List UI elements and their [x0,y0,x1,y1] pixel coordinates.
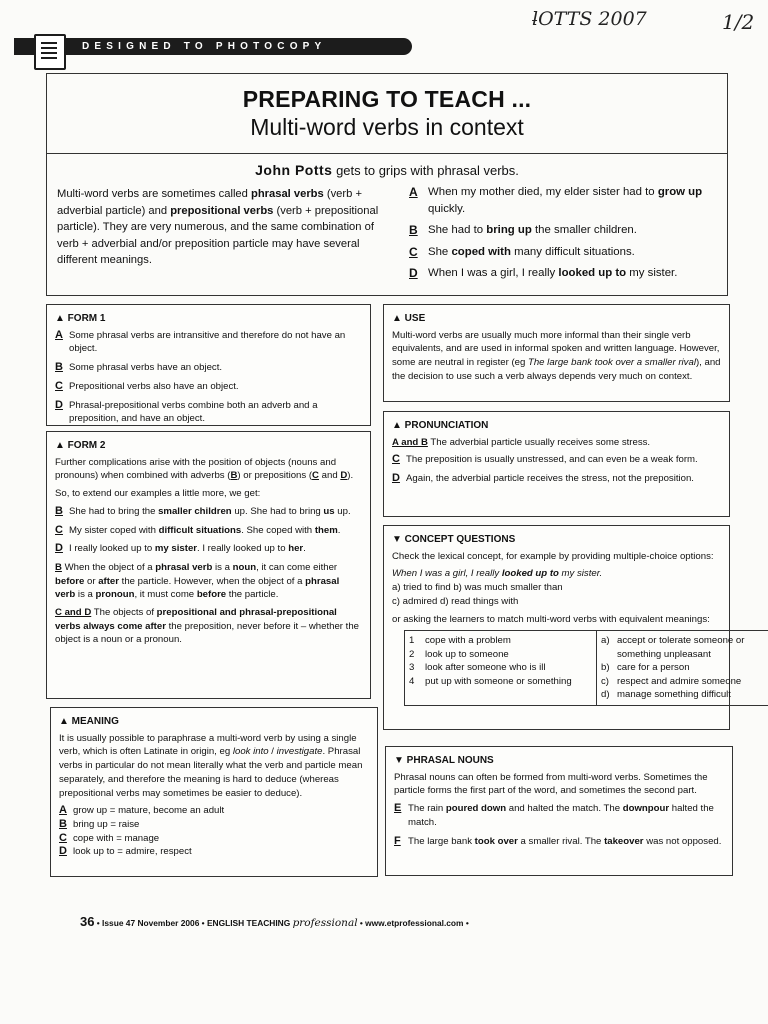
intro-box [46,154,728,296]
meaning-item: C cope with = manage [59,831,160,844]
use-text: Multi-word verbs are usually much more informal than their single verb equivalents, and are used in informal spoken and written language. However, some are neutral in register (eg The large bank took over a smaller rival), and the decision to use such a verb always depends very much on context. [392,329,721,382]
handwritten-page-number: 1/2 [722,10,755,34]
meaning-text: It is usually possible to paraphrase a multi-word verb by using a single verb, which is often Latinate in origin, eg look into / investigate. Phrasal verbs in particular do not mean literally what the verb and particle mean separately, and therefore the meaning is hard to deduce (whereas prepositional verbs may sometimes be easier to deduce). [59,732,363,799]
matching-verb: 4 put up with someone or something [409,675,572,687]
form2-example: D I really looked up to my sister. I really looked up to her. [55,542,306,555]
matching-verb: 2 look up to someone [409,648,509,660]
pronunciation-item: D Again, the adverbial particle receives the stress, not the preposition. [392,472,694,485]
example-item: C She coped with many difficult situations. [409,244,635,259]
use-heading: ▲ USE [392,313,426,324]
form1-item: B Some phrasal verbs have an object. [55,361,223,374]
phrasal-nouns-heading: ▼ PHRASAL NOUNS [394,755,494,766]
meaning-box [50,707,378,877]
matching-meaning: d) manage something difficult [601,689,731,701]
form2-heading: ▲ FORM 2 [55,440,106,451]
example-item: B She had to bring up the smaller children. [409,223,637,237]
meaning-item: D look up to = admire, respect [59,845,192,858]
footer-issue: • Issue 47 November 2006 • ENGLISH TEACHING [94,918,293,928]
page-title: PREPARING TO TEACH ... [242,86,532,112]
matching-meaning: a) accept or tolerate someone or something unpleasant [601,635,745,660]
form1-item: C Prepositional verbs also have an object. [55,379,239,392]
form2-rule-prepositional: C and D The objects of prepositional and phrasal-prepositional verbs always come after the preposition, never before it – whether the object is a noun or a pronoun. [55,607,359,646]
phrasal-noun-example: F The large bank took over a smaller rival. The takeover was not opposed. [394,834,722,847]
form1-box [46,304,371,426]
intro-paragraph: Multi-word verbs are sometimes called phrasal verbs (verb + adverbial particle) and prepositional verbs (verb + prepositional particle). They are very numerous, and the same combination of verb + adverbial and/or preposition particle may have several different meanings. [57,188,379,266]
photocopy-banner [14,34,374,60]
intro-examples [409,184,719,287]
form2-lead: So, to extend our examples a little more, we get: [55,488,261,500]
concept-heading: ▼ CONCEPT QUESTIONS [392,534,516,545]
byline-text: gets to grips with phrasal verbs. [332,163,519,178]
byline [47,162,727,178]
form2-intro: Further complications arise with the position of objects (nouns and pronouns) when combined with adverbs (B) or prepositions (C and D). [55,456,354,482]
page-subtitle: Multi-word verbs in context [250,114,524,140]
use-box [383,304,730,402]
matching-meaning: c) respect and admire someone [601,675,742,687]
title-box [46,73,728,154]
page-footer [80,914,469,929]
banner-label: DESIGNED TO PHOTOCOPY [44,38,412,55]
matching-verb: 3 look after someone who is ill [409,662,546,674]
form2-example: C My sister coped with difficult situations. She coped with them. [55,523,341,536]
footer-magazine: professional [292,917,358,929]
example-item: A When my mother died, my elder sister had to grow up quickly. [409,185,703,215]
form2-box [46,431,371,699]
phrasal-nouns-text: Phrasal nouns can often be formed from multi-word verbs. Sometimes the particle forms the first part of the word, and sometimes the second part. [394,771,708,797]
footer-website: • www.etprofessional.com • [357,918,469,928]
meaning-item: A grow up = mature, become an adult [59,804,225,817]
pronunciation-box [383,411,730,517]
meaning-heading: ▲ MEANING [59,716,119,727]
concept-matching-intro: or asking the learners to match multi-word verbs with equivalent meanings: [392,613,710,625]
example-item: D When I was a girl, I really looked up to my sister. [409,266,678,280]
notepad-icon [34,34,66,70]
form2-rule-phrasal: B When the object of a phrasal verb is a noun, it can come either before or after the particle. However, when the object of a phrasal verb is a pronoun, it must come before the particle. [55,561,340,601]
matching-verb: 1 cope with a problem [409,635,511,647]
concept-options-1: a) tried to find b) was much smaller than [392,582,563,594]
concept-question: When I was a girl, I really looked up to my sister. [392,568,603,580]
concept-questions-box [383,525,745,730]
form1-heading: ▲ FORM 1 [55,313,106,324]
author-name: John Potts [255,162,333,178]
concept-options-2: c) admired d) read things with [392,595,519,607]
matching-meaning: b) care for a person [601,662,690,674]
form1-item: D Phrasal-prepositional verbs combine both an adverb and a preposition, and have an object. [55,398,318,425]
matching-verbs-column [405,631,597,705]
handwritten-note: ƚOTTS 2007 [532,8,647,30]
form1-item: A Some phrasal verbs are intransitive and therefore do not have an object. [55,328,346,355]
pronunciation-heading: ▲ PRONUNCIATION [392,420,489,431]
concept-intro: Check the lexical concept, for example by providing multiple-choice options: [392,550,714,562]
page-number: 36 [80,914,95,929]
form2-example: B She had to bring the smaller children up. She had to bring us up. [55,504,351,517]
phrasal-noun-example: E The rain poured down and halted the match. The downpour halted the match. [394,802,714,828]
matching-meanings-column [597,631,768,705]
pronunciation-item: C The preposition is usually unstressed, and can even be a weak form. [392,453,698,466]
pronunciation-item: A and B The adverbial particle usually receives some stress. [392,436,651,448]
meaning-item: B bring up = raise [59,817,140,830]
phrasal-nouns-box [385,746,733,876]
matching-table [404,630,768,706]
